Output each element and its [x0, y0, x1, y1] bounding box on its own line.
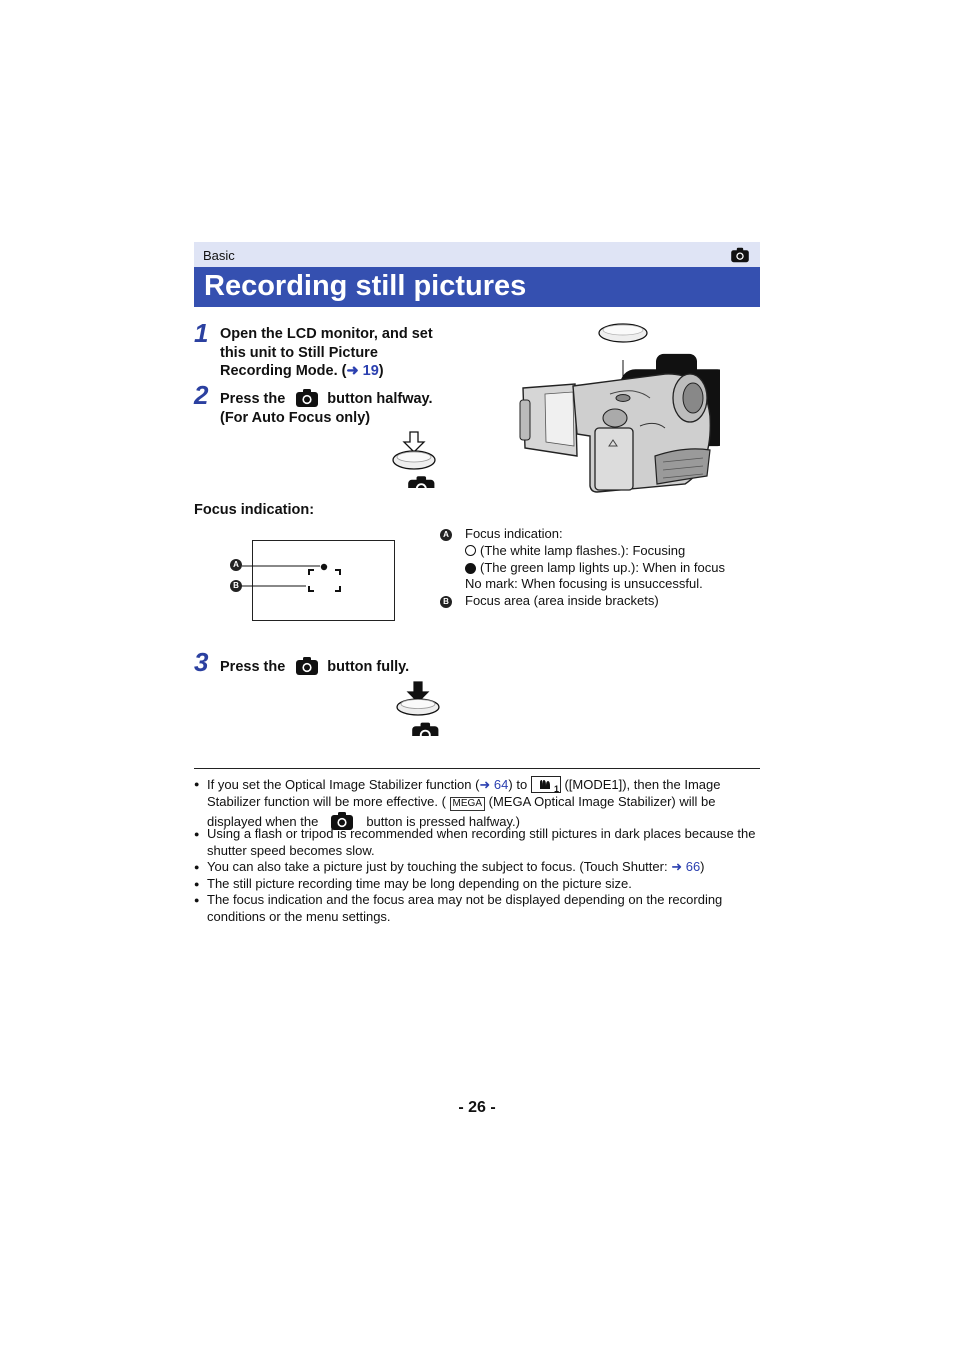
legend-a: [465, 526, 755, 593]
legend-a-line1: [465, 543, 755, 560]
bullet-icon: ●: [194, 829, 200, 839]
step-1-text: [220, 325, 452, 381]
legend-a-line3: No mark: When focusing is unsuccessful.: [465, 576, 703, 592]
shutter-full-press-illustration: [392, 680, 444, 736]
notes-divider: [194, 768, 760, 769]
page-title: Recording still pictures: [204, 270, 527, 302]
page-number: - 26 -: [458, 1099, 496, 1116]
note-1-part-d: (MEGA Optical Image Stabilizer) will be displayed when the: [207, 793, 716, 829]
legend-a-title: Focus indication:: [465, 526, 563, 541]
bullet-icon: ●: [194, 879, 200, 889]
marker-a-badge: A: [230, 559, 242, 571]
note-1: [194, 776, 760, 829]
step-3-pre: Press the: [220, 659, 286, 675]
note-3-text: [207, 859, 760, 876]
legend-a-line2-text: (The green lamp lights up.): When in focus: [480, 559, 725, 575]
note-1-part-c: ([MODE1]), then the Image Stabilizer function will be more effective. (: [207, 777, 721, 809]
step-3-text: [220, 656, 480, 677]
camera-button-icon: [295, 656, 319, 676]
camera-button-icon: [295, 388, 319, 408]
step-1-text-main: Open the LCD monitor, and set this unit to Still Picture Recording Mode. (: [220, 326, 433, 379]
bullet-icon: ●: [194, 862, 200, 872]
note-1-part-e: button is pressed halfway.): [366, 813, 520, 829]
step-1-text-end: ): [378, 363, 384, 379]
note-3: [194, 859, 760, 876]
note-2-text: Using a flash or tripod is recommended when recording still pictures in dark places because the shutter speed becomes slow.: [207, 826, 756, 858]
legend-b-title: Focus area (area inside brackets): [465, 593, 659, 608]
note-3-part-b: ): [700, 859, 705, 874]
camcorder-illustration: [515, 316, 720, 496]
step-number-2: 2: [194, 380, 209, 410]
step-2-text: [220, 388, 460, 427]
note-1-part-b: ) to: [508, 777, 528, 792]
legend-b-badge: B: [440, 596, 452, 608]
shutter-half-press-illustration: [388, 430, 440, 488]
step-number-1: 1: [194, 318, 209, 348]
legend-a-line2: [465, 560, 755, 577]
svg-text:1: 1: [553, 784, 559, 792]
mega-icon: MEGA: [450, 797, 485, 811]
note-3-part-a: You can also take a picture just by touching the subject to focus. (Touch Shutter:: [207, 859, 668, 874]
note-1-link[interactable]: ➜ 64: [479, 777, 509, 792]
step-number-3: 3: [194, 647, 209, 677]
bullet-icon: ●: [194, 895, 200, 905]
step-2-post: button halfway.: [327, 391, 433, 407]
note-4-text: The still picture recording time may be long depending on the picture size.: [207, 876, 632, 891]
marker-b-badge: B: [230, 580, 242, 592]
legend-a-line1-text: (The white lamp flashes.): Focusing: [480, 542, 686, 558]
step-1-link[interactable]: ➜ 19: [346, 363, 379, 379]
stabilizer-mode1-icon: [531, 776, 561, 793]
section-label: Basic: [203, 248, 235, 263]
camera-icon: [730, 247, 750, 263]
green-lamp-icon: [465, 563, 476, 574]
title-bar: [194, 267, 760, 307]
note-3-link[interactable]: ➜ 66: [671, 859, 701, 874]
note-1-text: [207, 776, 760, 831]
note-5: [194, 892, 760, 926]
step-2-line1: [220, 388, 460, 409]
note-4: [194, 876, 760, 893]
focus-heading: Focus indication:: [194, 502, 315, 518]
note-2: [194, 826, 760, 860]
step-3-post: button fully.: [327, 659, 410, 675]
legend-a-badge: A: [440, 529, 452, 541]
step-2-pre: Press the: [220, 391, 286, 407]
section-bar: [194, 242, 760, 267]
bullet-icon: ●: [194, 779, 200, 789]
note-1-part-a: If you set the Optical Image Stabilizer function (: [207, 777, 480, 792]
focus-diagram-overlay: [228, 556, 348, 596]
white-lamp-icon: [465, 545, 476, 556]
step-2-line2: (For Auto Focus only): [220, 409, 371, 426]
note-5-text: The focus indication and the focus area may not be displayed depending on the recording conditions or the menu settings.: [207, 892, 723, 924]
